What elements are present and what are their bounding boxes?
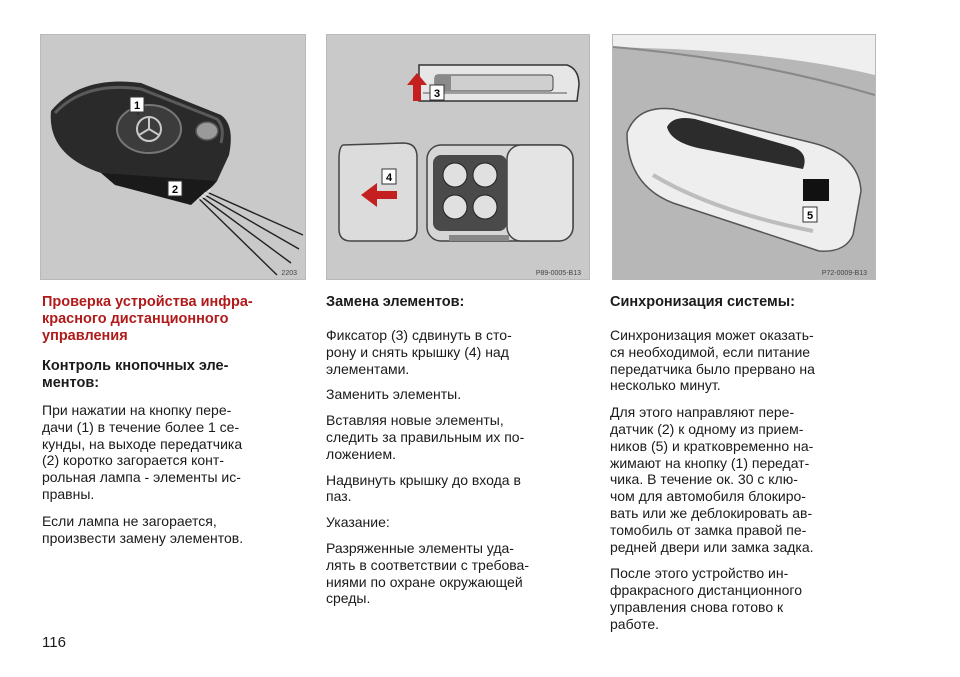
callout-1 xyxy=(130,97,144,112)
callout-3 xyxy=(430,85,444,100)
column-3 xyxy=(610,294,874,633)
button-icon xyxy=(196,122,218,140)
paragraph: Вставляя новые элементы, следить за правильным их по- ложением. xyxy=(326,412,525,462)
paragraph: При нажатии на кнопку пере- дачи (1) в течение более 1 се- кунды, на выходе передатчика (2) коротко загорается конт- рольная лампа - элементы ис- правны. xyxy=(42,402,243,502)
svg-text:1: 1 xyxy=(133,100,141,112)
column-2 xyxy=(326,294,588,607)
paragraph: Для этого направляют пере- датчик (2) к одному из прием- ников (5) и кратковременно на- жимают на кнопку (1) передат- чика. В течение ок. 30 с клю- чом для автомобиля блокиро- вать или же деблокировать ав- томобиль от замка правой пе- редней двери или замка задка. xyxy=(610,404,814,555)
svg-text:2: 2 xyxy=(171,184,179,196)
section-heading: Проверка устройства инфра- красного дистанционного управления xyxy=(42,294,253,344)
figure-battery-compartment xyxy=(326,34,590,280)
note-label: Указание: xyxy=(326,514,390,531)
callout-4 xyxy=(382,169,396,184)
receiver-window xyxy=(803,179,829,201)
figure-code: P72-0009-B13 xyxy=(821,270,867,277)
figure-door-handle xyxy=(612,34,876,280)
paragraph: Синхронизация может оказать- ся необходимой, если питание передатчика было прервано на несколько минут. xyxy=(610,327,815,394)
svg-text:5: 5 xyxy=(806,210,814,222)
figure-key-transmitter xyxy=(40,34,306,280)
key-battery-holder xyxy=(427,145,573,241)
paragraph: Надвинуть крышку до входа в паз. xyxy=(326,471,521,505)
paragraph: После этого устройство ин- фракрасного дистанционного управления снова готово к работе. xyxy=(610,565,803,632)
svg-text:3: 3 xyxy=(433,88,441,100)
paragraph: Если лампа не загорается, произвести замену элементов. xyxy=(42,512,244,546)
svg-text:4: 4 xyxy=(385,172,393,184)
paragraph: Фиксатор (3) сдвинуть в сто- рону и снять крышку (4) над элементами. xyxy=(326,327,512,377)
paragraph: Разряженные элементы уда- лять в соответствии с требова- ниями по охране окружающей среды. xyxy=(326,539,529,607)
callout-2 xyxy=(168,181,182,196)
column-1 xyxy=(42,294,304,546)
section-heading: Замена элементов: xyxy=(326,294,465,310)
figure-code: 2203 xyxy=(281,270,297,277)
paragraph: Заменить элементы. xyxy=(326,386,462,403)
figure-code: P89-0005-B13 xyxy=(535,270,581,277)
ir-beam-lines xyxy=(191,185,303,275)
section-heading: Синхронизация системы: xyxy=(610,294,795,310)
page-number: 116 xyxy=(42,634,66,651)
subsection-heading: Контроль кнопочных эле- ментов: xyxy=(42,358,229,391)
callout-5 xyxy=(803,207,817,222)
